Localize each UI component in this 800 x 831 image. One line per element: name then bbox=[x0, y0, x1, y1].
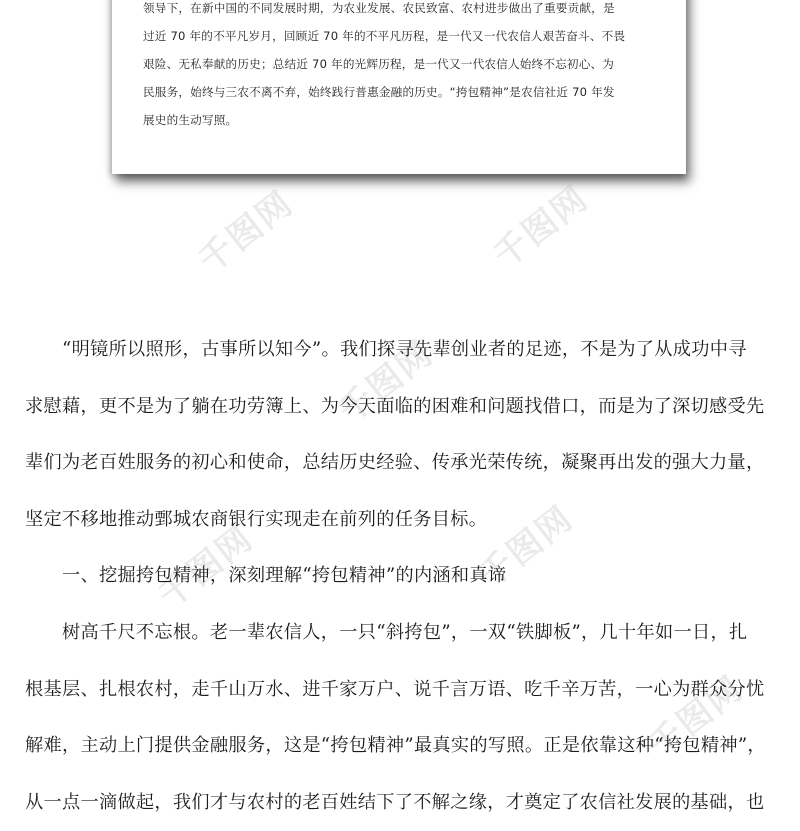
watermark: 千图网 bbox=[191, 183, 302, 282]
watermark: 千图网 bbox=[471, 498, 582, 597]
paragraph-line: 从一点一滴做起，我们才与农村的老百姓结下了不解之缘，才奠定了农信社发展的基础，也 bbox=[25, 791, 765, 813]
watermark: 千图网 bbox=[151, 518, 262, 617]
paragraph-line: 求慰藉，更不是为了躺在功劳簿上、为今天面临的困难和问题找借口，而是为了深切感受先 bbox=[25, 395, 765, 417]
excerpt-line: 艰险、无私奉献的历史；总结近 70 年的光辉历程，是一代又一代农信人始终不忘初心、为 bbox=[143, 57, 615, 71]
paragraph-line: 坚定不移地推动鄄城农商银行实现走在前列的任务目标。 bbox=[25, 508, 488, 530]
paragraph-line: 根基层、扎根农村，走千山万水、进千家万户、说千言万语、吃千辛万苦，一心为群众分忧 bbox=[25, 678, 765, 700]
paragraph-line: 解难，主动上门提供金融服务，这是“挎包精神”最真实的写照。正是依靠这种“挎包精神”， bbox=[25, 735, 766, 757]
excerpt-line: 领导下，在新中国的不同发展时期，为农业发展、农民致富、农村进步做出了重要贡献，是 bbox=[143, 1, 615, 15]
paragraph-line: 辈们为老百姓服务的初心和使命，总结历史经验、传承光荣传统，凝聚再出发的强大力量， bbox=[25, 452, 765, 474]
paragraph-line: “明镜所以照形，古事所以知今”。我们探寻先辈创业者的足迹，不是为了从成功中寻 bbox=[25, 339, 747, 360]
excerpt-line: 民服务，始终与三农不离不弃，始终践行普惠金融的历史。“挎包精神”是农信社近 70 年发 bbox=[143, 85, 615, 99]
excerpt-line: 过近 70 年的不平凡岁月，回顾近 70 年的不平凡历程，是一代又一代农信人艰苦奋斗、不畏 bbox=[143, 29, 626, 43]
watermark: 千图网 bbox=[641, 668, 752, 767]
excerpt-card bbox=[112, 0, 686, 174]
paragraph-line: 树高千尺不忘根。老一辈农信人，一只“斜挎包”，一双“铁脚板”，几十年如一日，扎 bbox=[25, 621, 748, 643]
article-body bbox=[25, 322, 785, 831]
watermark: 千图网 bbox=[331, 333, 442, 432]
watermark: 千图网 bbox=[486, 178, 597, 277]
excerpt-line: 展史的生动写照。 bbox=[143, 113, 238, 127]
section-heading: 一、挖掘挎包精神，深刻理解“挎包精神”的内涵和真谛 bbox=[25, 565, 507, 587]
